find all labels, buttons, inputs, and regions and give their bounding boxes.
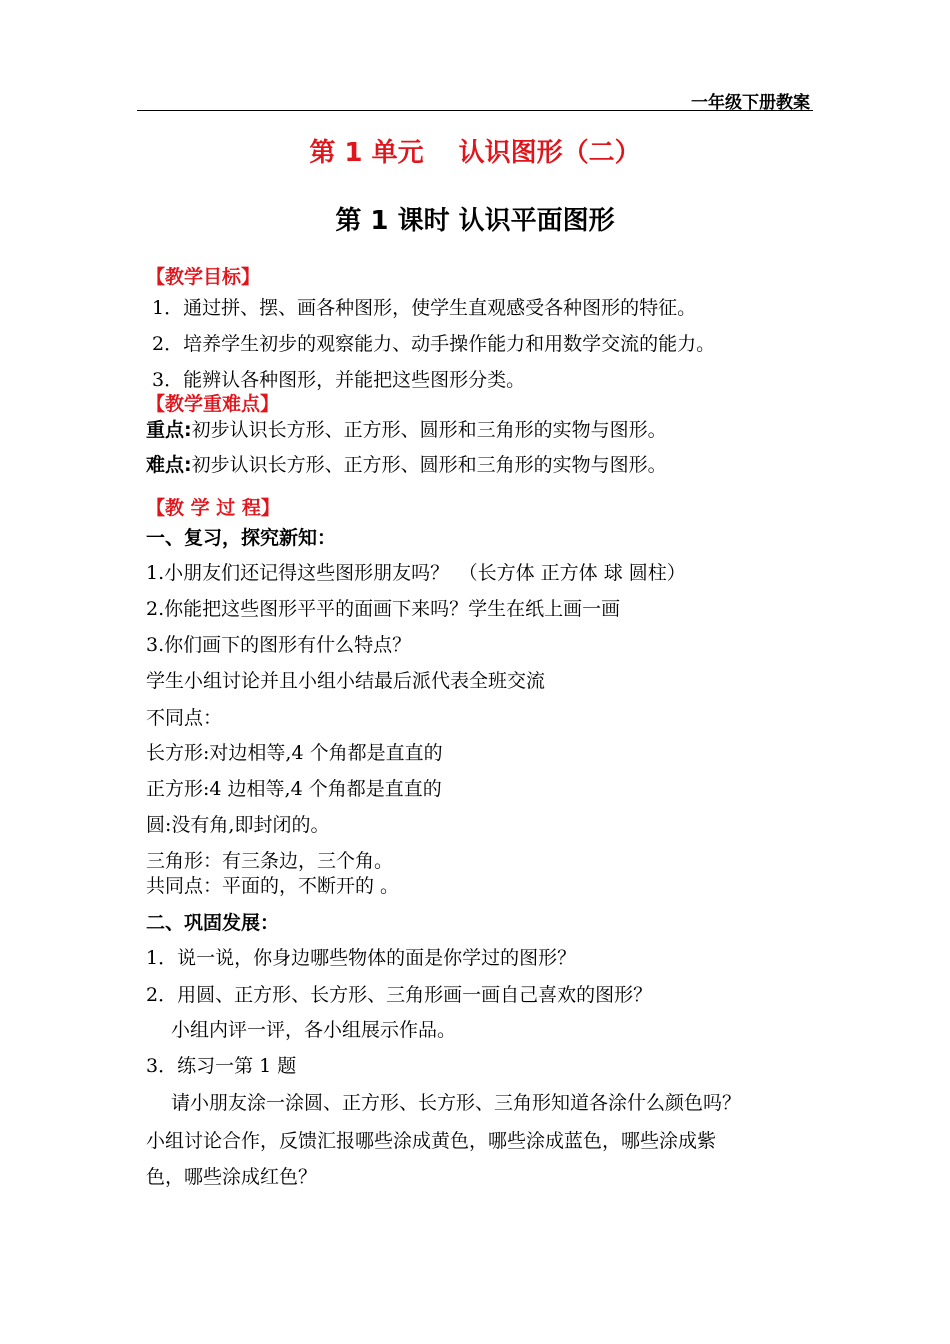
difficult-point-row — [146, 453, 667, 477]
goal-item: 3．能辨认各种图形，并能把这些图形分类。 — [146, 369, 526, 391]
goal-item: 1．通过拼、摆、画各种图形，使学生直观感受各种图形的特征。 — [146, 297, 697, 319]
header-divider — [137, 110, 813, 111]
page-header: 一年级下册教案 — [691, 93, 810, 113]
difficult-point-text: 初步认识长方形、正方形、圆形和三角形的实物与图形。 — [191, 454, 667, 476]
process-line: 3．练习一第 1 题 — [146, 1055, 297, 1077]
goal-item: 2．培养学生初步的观察能力、动手操作能力和用数学交流的能力。 — [146, 333, 716, 355]
goals-heading: 【教学目标】 — [146, 266, 261, 288]
part2-title: 二、巩固发展： — [146, 912, 280, 934]
process-line: 学生小组讨论并且小组小结最后派代表全班交流 — [146, 670, 546, 692]
process-line: 请小朋友涂一涂圆、正方形、长方形、三角形知道各涂什么颜色吗？ — [146, 1092, 742, 1114]
lesson-title: 第 1 课时 认识平面图形 — [335, 206, 615, 236]
key-points-heading: 【教学重难点】 — [146, 393, 280, 415]
process-line: 1.小朋友们还记得这些图形朋友吗？ （长方体 正方体 球 圆柱） — [146, 562, 686, 584]
process-line: 3.你们画下的图形有什么特点？ — [146, 634, 412, 656]
process-line: 1．说一说，你身边哪些物体的面是你学过的图形？ — [146, 947, 577, 969]
process-line: 正方形:4 边相等,4 个角都是直直的 — [146, 778, 442, 800]
process-line: 2.你能把这些图形平平的面画下来吗？学生在纸上画一画 — [146, 598, 621, 620]
process-line: 2．用圆、正方形、长方形、三角形画一画自己喜欢的图形？ — [146, 984, 653, 1006]
process-heading: 【教 学 过 程】 — [146, 497, 280, 519]
process-line: 长方形:对边相等,4 个角都是直直的 — [146, 742, 443, 764]
process-line: 三角形：有三条边，三个角。 — [146, 850, 394, 872]
difficult-point-label: 难点: — [146, 454, 192, 476]
process-line: 不同点： — [146, 707, 223, 729]
process-line: 小组讨论合作，反馈汇报哪些涂成黄色，哪些涂成蓝色，哪些涂成紫 — [146, 1130, 717, 1152]
process-line: 圆:没有角,即封闭的。 — [146, 814, 330, 836]
key-point-row — [146, 418, 667, 442]
process-line: 色，哪些涂成红色？ — [146, 1166, 318, 1188]
process-line: 共同点：平面的，不断开的 。 — [146, 875, 400, 897]
unit-title: 第 1 单元 认识图形（二） — [309, 138, 641, 168]
key-point-label: 重点: — [146, 419, 192, 441]
part1-title: 一、复习，探究新知： — [146, 527, 337, 549]
key-point-text: 初步认识长方形、正方形、圆形和三角形的实物与图形。 — [191, 419, 667, 441]
process-line: 小组内评一评，各小组展示作品。 — [146, 1019, 457, 1041]
